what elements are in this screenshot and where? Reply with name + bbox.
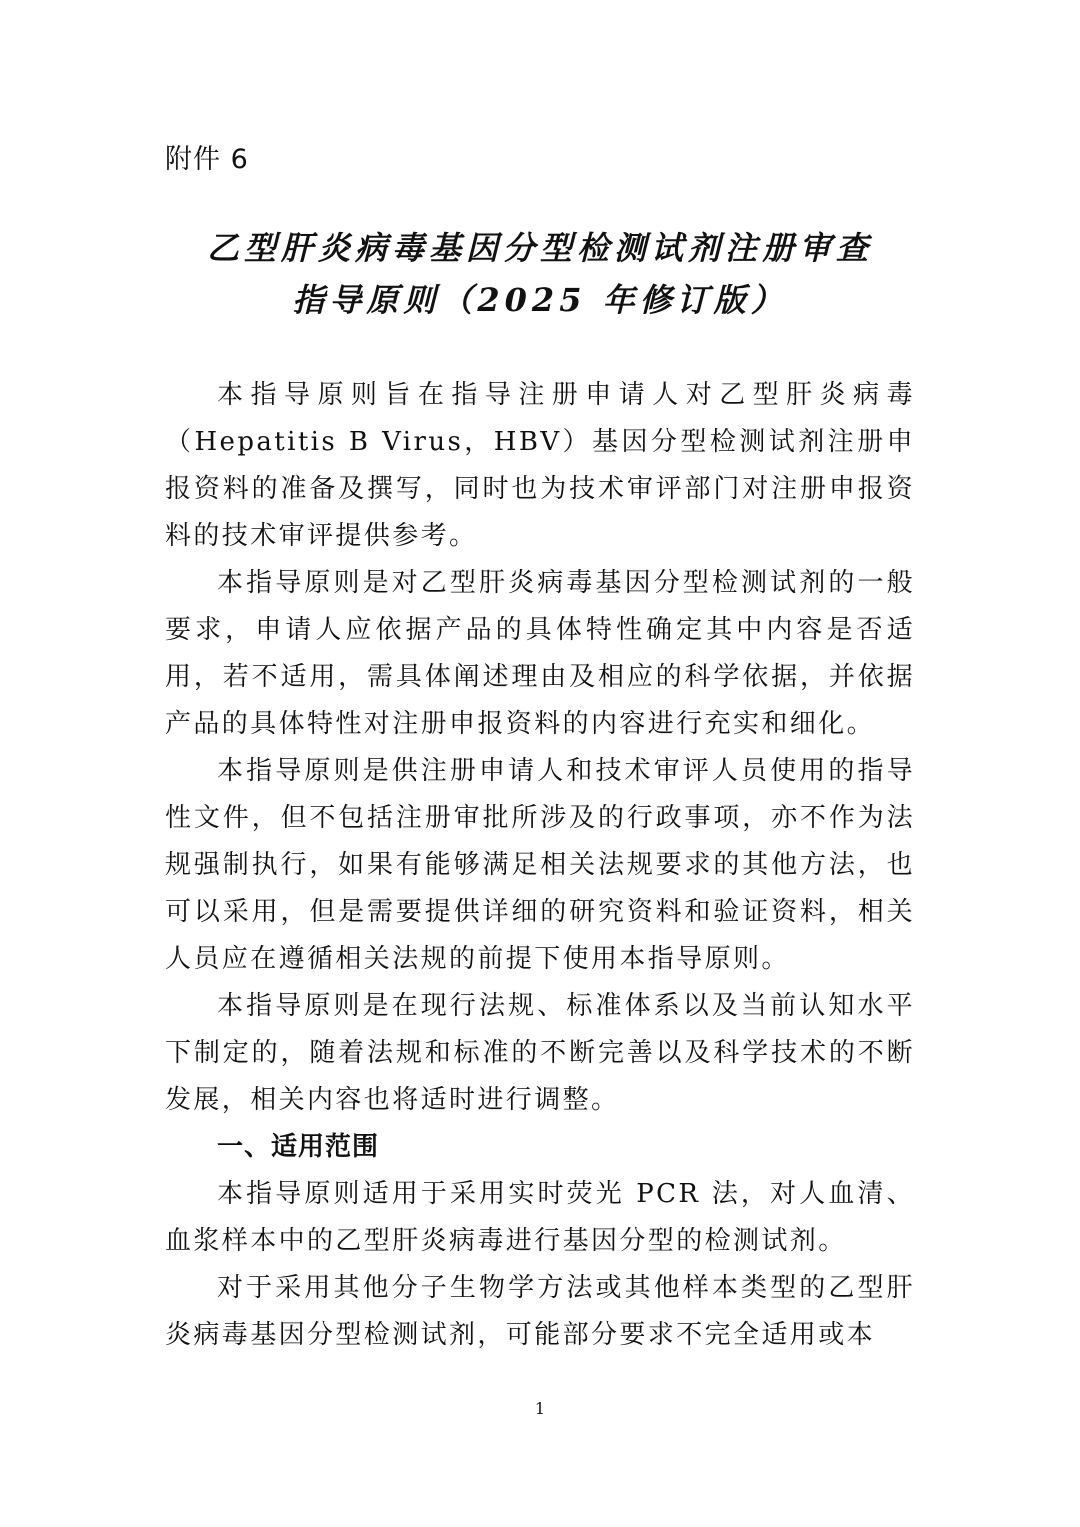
title-line-2: 指导原则（2025 年修订版） bbox=[292, 281, 788, 319]
document-title bbox=[165, 222, 915, 326]
paragraph-revision: 本指导原则是在现行法规、标准体系以及当前认知水平下制定的，随着法规和标准的不断完善以及科学技术的不断发展，相关内容也将适时进行调整。 bbox=[165, 991, 915, 1115]
paragraph-scope-1: 本指导原则适用于采用实时荧光 PCR 法，对人血清、血浆样本中的乙型肝炎病毒进行基因分型的检测试剂。 bbox=[165, 1179, 915, 1256]
paragraph-general-requirements: 本指导原则是对乙型肝炎病毒基因分型检测试剂的一般要求，申请人应依据产品的具体特性确定其中内容是否适用，若不适用，需具体阐述理由及相应的科学依据，并依据产品的具体特性对注册申报资料的内容进行充实和细化。 bbox=[165, 568, 915, 739]
attachment-label: 附件 6 bbox=[165, 144, 249, 175]
page-number: 1 bbox=[534, 1399, 546, 1418]
document-body bbox=[165, 372, 915, 1359]
paragraph-usage: 本指导原则是供注册申请人和技术审评人员使用的指导性文件，但不包括注册审批所涉及的行政事项，亦不作为法规强制执行，如果有能够满足相关法规要求的其他方法，也可以采用，但是需要提供详细的研究资料和验证资料，相关人员应在遵循相关法规的前提下使用本指导原则。 bbox=[165, 756, 915, 974]
title-line-1: 乙型肝炎病毒基因分型检测试剂注册审查 bbox=[206, 229, 873, 267]
paragraph-scope-2: 对于采用其他分子生物学方法或其他样本类型的乙型肝炎病毒基因分型检测试剂，可能部分要求不完全适用或本 bbox=[165, 1273, 915, 1350]
paragraph-purpose: 本指导原则旨在指导注册申请人对乙型肝炎病毒（Hepatitis B Virus，HBV）基因分型检测试剂注册申报资料的准备及撰写，同时也为技术审评部门对注册申报资料的技术审评提供参考。 bbox=[165, 380, 915, 551]
section-heading-scope: 一、适用范围 bbox=[217, 1132, 380, 1162]
